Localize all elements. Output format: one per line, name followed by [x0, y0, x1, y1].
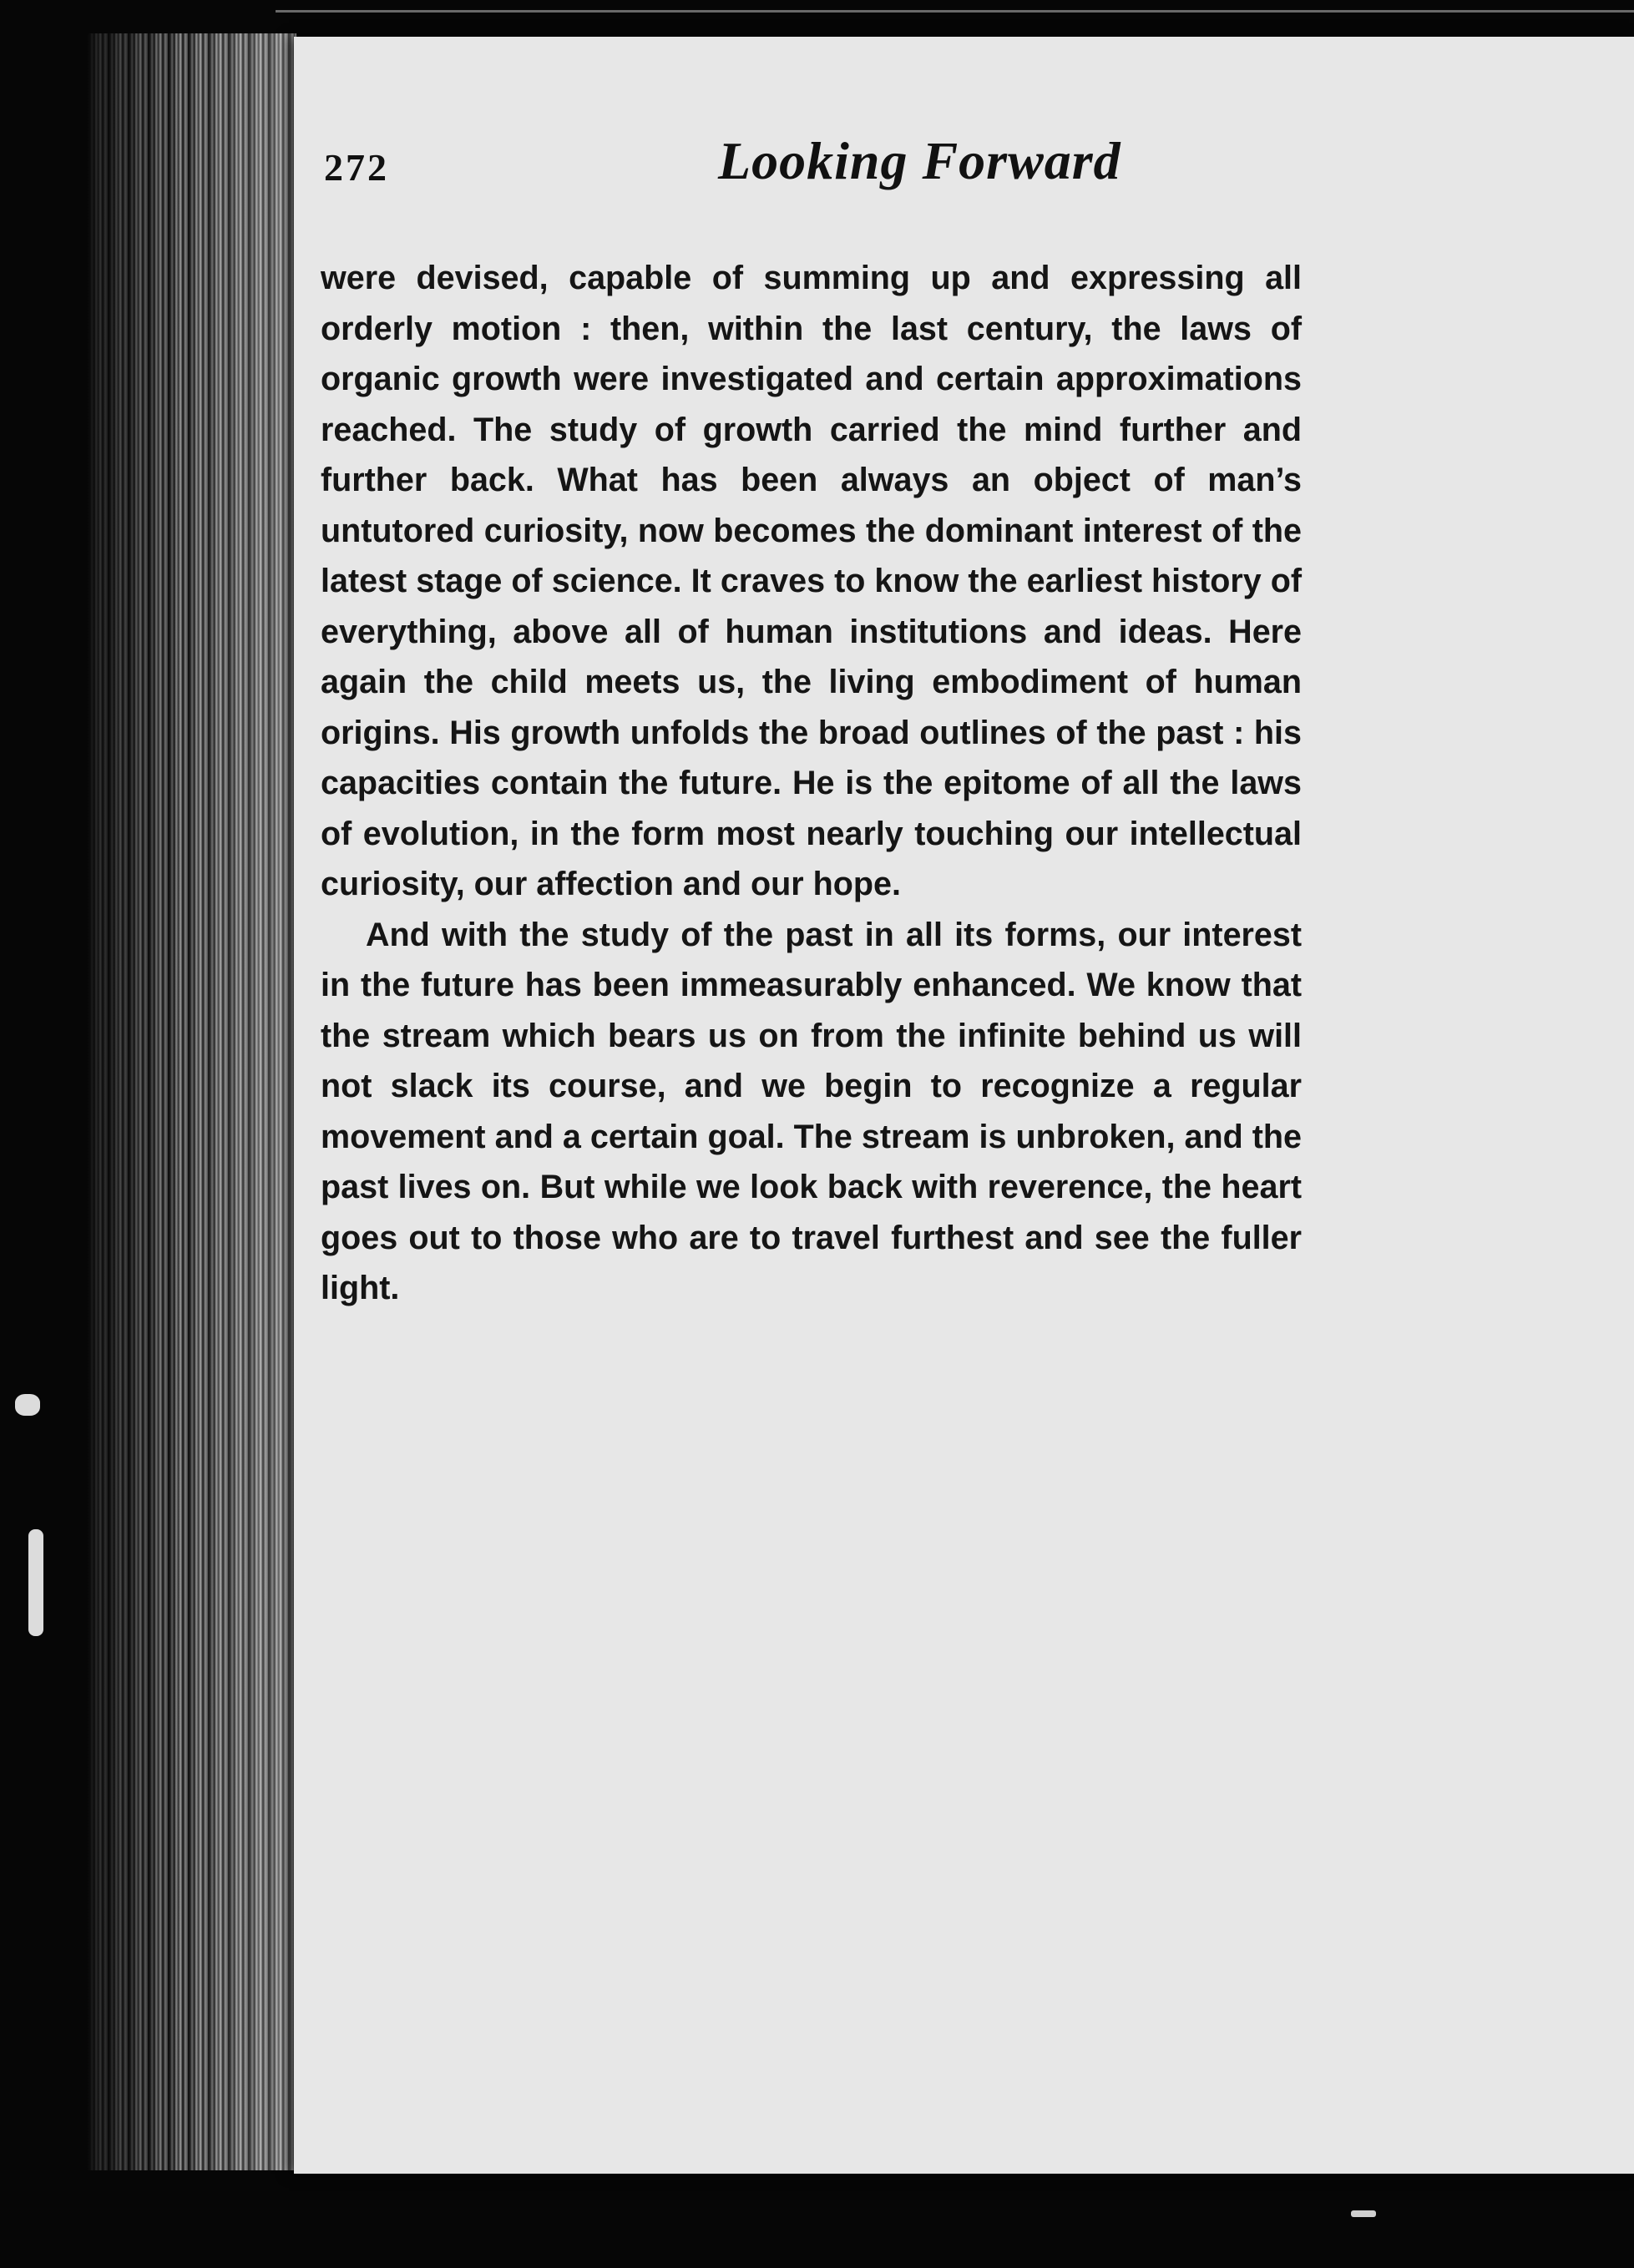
scan-blemish	[1351, 2210, 1376, 2217]
top-edge-line	[276, 10, 1634, 13]
page-edges-shadow	[88, 33, 296, 2170]
paragraph: And with the study of the past in all its forms, our interest in the future has been immeasurably enhanced. We know that the stream which bears us on from the infinite behind us will not slack its course, and we begin to recognize a regular movement and a certain goal. The stream is unbroken, and the past lives on. But while we look back with reverence, the heart goes out to those who are to travel furthest and see the fuller light.	[321, 916, 1302, 1306]
scan-blemish	[28, 1529, 43, 1636]
running-title: Looking Forward	[718, 131, 1121, 190]
page-number: 272	[324, 146, 389, 189]
running-header	[324, 130, 1293, 222]
scan-blemish	[15, 1394, 40, 1416]
body-text	[321, 253, 1302, 1314]
paragraph: were devised, capable of summing up and expressing all orderly motion : then, within the last century, the laws of organic growth were investigated and certain approximations reached. The study of growth carried the mind further and further back. What has been always an object of man’s untutored curiosity, now becomes the dominant interest of the latest stage of science. It craves to know the earliest history of everything, above all of human institutions and ideas. Here again the child meets us, the living embodiment of human origins. His growth unfolds the broad outlines of the past : his capacities contain the future. He is the epitome of all the laws of evolution, in the form most nearly touching our intellectual curiosity, our affection and our hope.	[321, 260, 1302, 902]
